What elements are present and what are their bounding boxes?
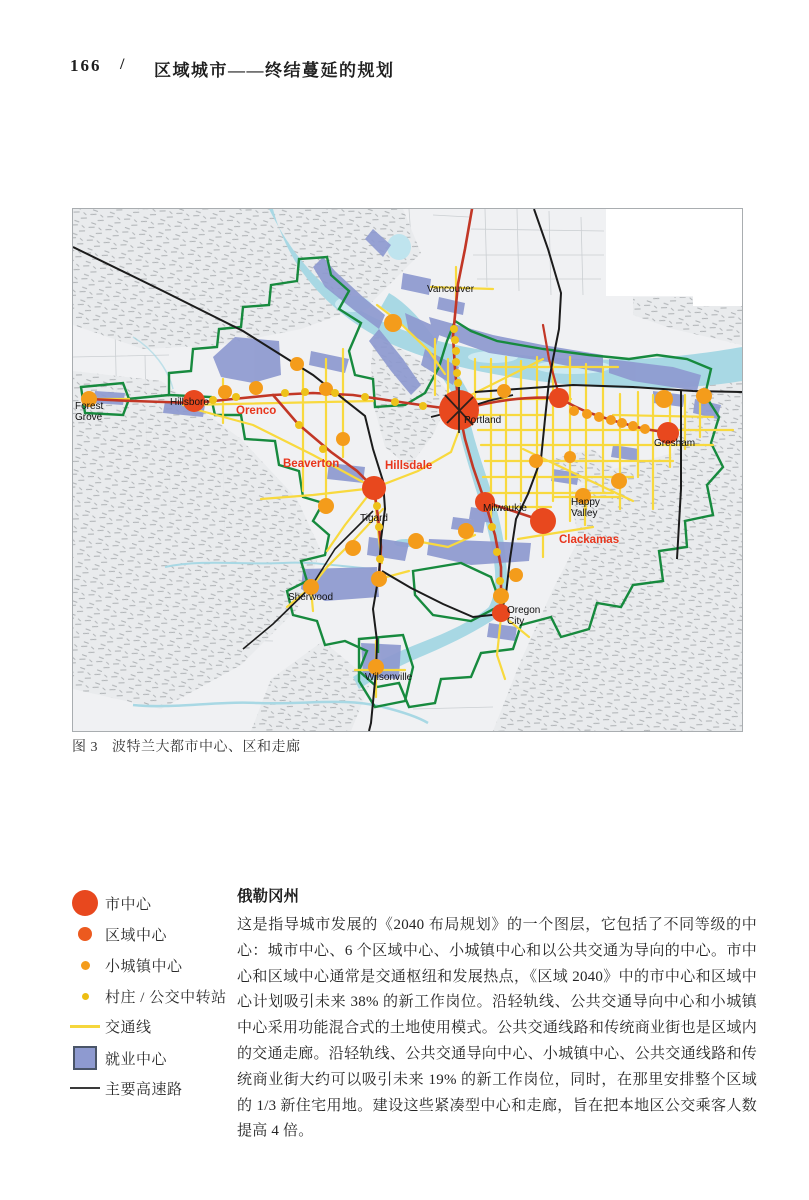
village-transit-dot	[452, 358, 460, 366]
village-transit-dot	[209, 396, 217, 404]
map-legend	[65, 885, 235, 1115]
center-washington-square	[362, 476, 386, 500]
legend-label: 区域中心	[105, 927, 168, 944]
village-transit-dot	[373, 502, 381, 510]
village-transit-dot-icon	[65, 993, 105, 1000]
center-burnside-7	[640, 424, 650, 434]
village-transit-dot	[493, 548, 501, 556]
center-gateway	[549, 388, 569, 408]
village-transit-dot	[301, 388, 309, 396]
center-burnside-2	[582, 409, 592, 419]
center-tanasbourne	[218, 385, 232, 399]
page-header	[70, 56, 670, 80]
transit-line-icon	[65, 1025, 105, 1028]
center-marylhurst	[458, 523, 474, 539]
village-transit-dot	[452, 347, 460, 355]
legend-row-employment	[65, 1043, 235, 1073]
map-label-hillsboro: Hillsboro	[170, 397, 209, 408]
figure-caption	[72, 736, 301, 756]
legend-row-city-center	[65, 888, 235, 918]
legend-label: 主要高速路	[105, 1081, 183, 1098]
center-king-city	[345, 540, 361, 556]
map-label-vancouver: Vancouver	[427, 284, 475, 295]
map-label-city: City	[507, 616, 525, 627]
center-burnside-1	[569, 406, 579, 416]
map-label-orenco: Orenco	[236, 405, 277, 417]
city-center-dot-icon	[65, 890, 105, 916]
map-image	[73, 209, 742, 731]
portland-metro-map	[72, 208, 743, 732]
village-transit-dot	[232, 393, 240, 401]
map-label-sherwood: Sherwood	[288, 592, 334, 603]
map-label-beaverton: Beaverton	[283, 458, 340, 470]
village-transit-dot	[361, 393, 369, 401]
village-transit-dot	[496, 577, 504, 585]
legend-label: 村庄 / 公交中转站	[105, 989, 227, 1006]
village-transit-dot	[391, 398, 399, 406]
village-transit-dot	[281, 389, 289, 397]
map-label-gresham: Gresham	[654, 438, 696, 449]
map-label-wilsonville: Wilsonville	[365, 672, 413, 683]
village-transit-dot	[375, 523, 383, 531]
center-raleigh-hills	[318, 498, 334, 514]
center-hollywood	[497, 384, 511, 398]
map-label-happy: Happy	[571, 497, 600, 508]
legend-row-highway	[65, 1073, 235, 1103]
town-center-dot-icon	[65, 961, 105, 970]
center-rockwood	[655, 390, 673, 408]
text-block	[237, 884, 757, 1145]
map-label-forest: Forest	[75, 401, 104, 412]
legend-row-transit-line	[65, 1011, 235, 1041]
map-label-oregon: Oregon	[507, 605, 541, 616]
regional-center-dot-icon	[65, 927, 105, 941]
legend-row-village-transit	[65, 981, 235, 1011]
map-label-tigard: Tigard	[360, 513, 388, 524]
legend-label: 就业中心	[105, 1051, 168, 1068]
village-transit-dot	[419, 402, 427, 410]
village-transit-dot	[331, 389, 339, 397]
center-gladstone	[509, 568, 523, 582]
employment-area-swatch-icon	[65, 1046, 105, 1070]
center-pleasant-valley	[611, 473, 627, 489]
center-burnside-6	[628, 421, 638, 431]
village-transit-dot	[453, 369, 461, 377]
center-burnside-5	[617, 418, 627, 428]
center-cedar-mill	[336, 432, 350, 446]
book-title: 区域城市——终结蔓延的规划	[154, 61, 395, 80]
center-west-linn	[493, 588, 509, 604]
center-tualatin	[371, 571, 387, 587]
village-transit-dot	[319, 445, 327, 453]
map-label-hillsdale: Hillsdale	[385, 460, 433, 472]
legend-row-regional-center	[65, 919, 235, 949]
center-division	[564, 451, 576, 463]
center-lake-oswego	[408, 533, 424, 549]
center-lents	[529, 454, 543, 468]
legend-label: 小城镇中心	[105, 958, 183, 975]
map-label-portland: Portland	[464, 415, 502, 426]
legend-label: 交通线	[105, 1019, 152, 1036]
center-clackamas	[530, 508, 556, 534]
center-bethany	[290, 357, 304, 371]
center-st-johns	[384, 314, 402, 332]
village-transit-dot	[295, 421, 303, 429]
village-transit-dot	[451, 336, 459, 344]
legend-label: 市中心	[105, 896, 152, 913]
center-orenco-east	[319, 382, 333, 396]
village-transit-dot	[376, 555, 384, 563]
village-transit-dot	[454, 379, 462, 387]
map-notch	[606, 209, 742, 306]
article-paragraph: 这是指导城市发展的《2040 布局规划》的一个图层，它包括了不同等级的中心：城市中心、6 个区域中心、小城镇中心和以公共交通为导向的中心。市中心和区域中心通常是交通枢纽和发展热点，《区域 2040》中的市中心和区域中心计划吸引未来 38% 的新工作岗位。沿轻轨线、公共交通导向中心和小城镇中心采用功能混合式的土地使用模式。公共交通线路和传统商业街也是区域内的交通走廊。沿轻轨线、公共交通导向中心、小城镇中心、公共交通线路和传统商业街大约可以吸引未来 19% 的新工作岗位，同时，在那里安排整个区域的 1/3 新住宅用地。建设这些紧凑型中心和走廊，旨在把本地区公交乘客人数提高 4 倍。	[237, 917, 757, 1140]
figure-caption-text: 波特兰大都市中心、区和走廊	[112, 740, 301, 755]
village-transit-dot	[488, 523, 496, 531]
center-troutdale	[696, 388, 712, 404]
map-label-milwaukie: Milwaukie	[483, 503, 527, 514]
legend-row-town-center	[65, 950, 235, 980]
figure-caption-label: 图 3	[72, 740, 98, 755]
village-transit-dot	[450, 325, 458, 333]
highway-line-icon	[65, 1087, 105, 1089]
page-number: 166	[70, 56, 102, 75]
map-label-valley: Valley	[571, 508, 598, 519]
map-label-clackamas: Clackamas	[559, 534, 620, 546]
map-label-grove: Grove	[75, 412, 103, 423]
center-burnside-4	[606, 415, 616, 425]
header-separator: /	[120, 56, 125, 73]
article-heading: 俄勒冈州	[237, 888, 300, 905]
center-orenco-west	[249, 381, 263, 395]
center-burnside-3	[594, 412, 604, 422]
